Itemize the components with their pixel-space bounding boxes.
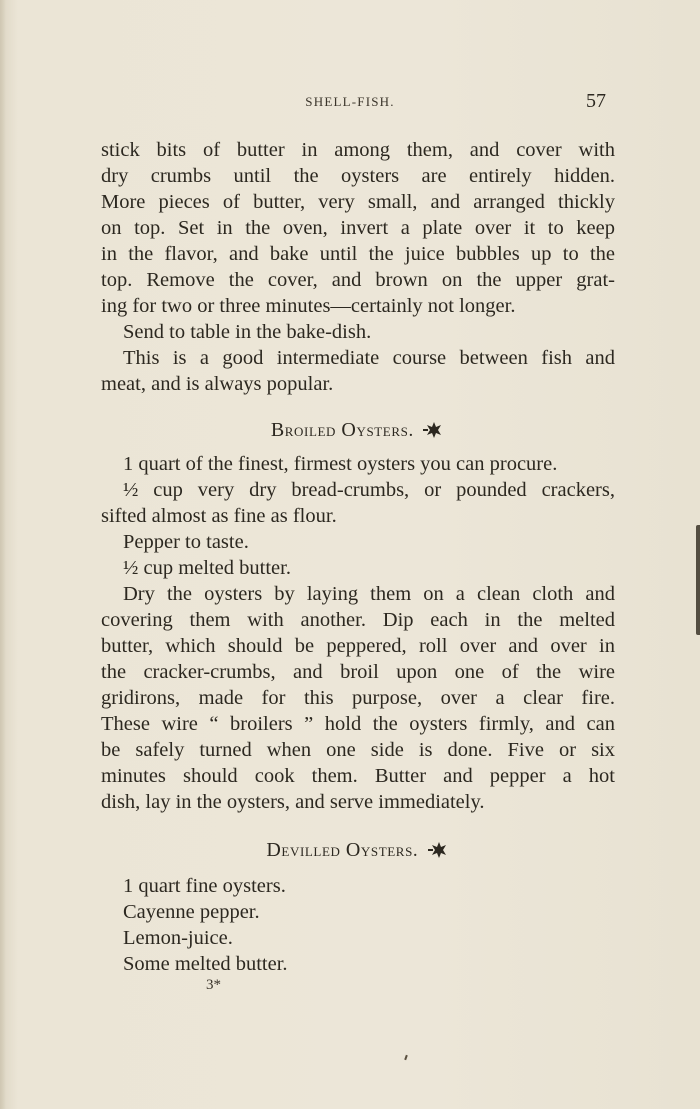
- body-line: in the flavor, and bake until the juice bubbles up to the: [101, 243, 615, 265]
- method-line: minutes should cook them. Butter and pepper a hot: [101, 765, 615, 787]
- body-line: This is a good intermediate course between fish and: [123, 347, 615, 369]
- method-line: Dry the oysters by laying them on a clean cloth and: [123, 583, 615, 605]
- page-number: 57: [586, 90, 606, 112]
- body-line: top. Remove the cover, and brown on the upper grat-: [101, 269, 615, 291]
- paper-speck: [404, 1055, 408, 1060]
- page-gutter-edge: [0, 0, 6, 1109]
- ingredient-line: Cayenne pepper.: [123, 901, 260, 923]
- method-line: butter, which should be peppered, roll over and over in: [101, 635, 615, 657]
- heading-initial: O: [345, 839, 361, 861]
- maltese-cross-icon: [423, 421, 445, 439]
- body-line: More pieces of butter, very small, and arranged thickly: [101, 191, 615, 213]
- method-line: dish, lay in the oysters, and serve immediately.: [101, 791, 485, 813]
- heading-word: roiled: [284, 420, 337, 441]
- heading-initial: B: [270, 419, 285, 441]
- ingredient-line: Some melted butter.: [123, 953, 288, 975]
- signature-mark: 3*: [206, 977, 221, 993]
- heading-word: ysters.: [360, 840, 419, 861]
- method-line: gridirons, made for this purpose, over a clear fire.: [101, 687, 615, 709]
- ingredient-line: 1 quart fine oysters.: [123, 875, 286, 897]
- heading-word: ysters.: [356, 420, 414, 441]
- body-line: ing for two or three minutes—certainly not longer.: [101, 295, 516, 317]
- running-head: [0, 90, 700, 116]
- heading-word: evilled: [281, 840, 341, 861]
- page-edge-shadow: [696, 525, 700, 635]
- method-line: These wire “ broilers ” hold the oysters firmly, and can: [101, 713, 615, 735]
- body-line: dry crumbs until the oysters are entirely hidden.: [101, 165, 615, 187]
- ingredient-line: 1 quart of the finest, firmest oysters you can procure.: [123, 453, 558, 475]
- ingredient-line: Pepper to taste.: [123, 531, 249, 553]
- body-line: on top. Set in the oven, invert a plate over it to keep: [101, 217, 615, 239]
- ingredient-line: ½ cup very dry bread-crumbs, or pounded crackers,: [123, 479, 615, 501]
- running-title: SHELL-FISH.: [305, 94, 395, 109]
- method-line: covering them with another. Dip each in the melted: [101, 609, 615, 631]
- body-line: stick bits of butter in among them, and cover with: [101, 139, 615, 161]
- maltese-cross-icon: [428, 841, 450, 859]
- ingredient-line: ½ cup melted butter.: [123, 557, 291, 579]
- recipe-heading-devilled-oysters: [101, 837, 615, 864]
- ingredient-line: sifted almost as fine as flour.: [101, 505, 337, 527]
- ingredient-line: Lemon-juice.: [123, 927, 233, 949]
- heading-initial: O: [341, 419, 357, 441]
- heading-initial: D: [266, 839, 282, 861]
- recipe-heading-broiled-oysters: [101, 417, 615, 444]
- body-line: meat, and is always popular.: [101, 373, 334, 395]
- method-line: the cracker-crumbs, and broil upon one of the wire: [101, 661, 615, 683]
- method-line: be safely turned when one side is done. Five or six: [101, 739, 615, 761]
- body-line: Send to table in the bake-dish.: [123, 321, 372, 343]
